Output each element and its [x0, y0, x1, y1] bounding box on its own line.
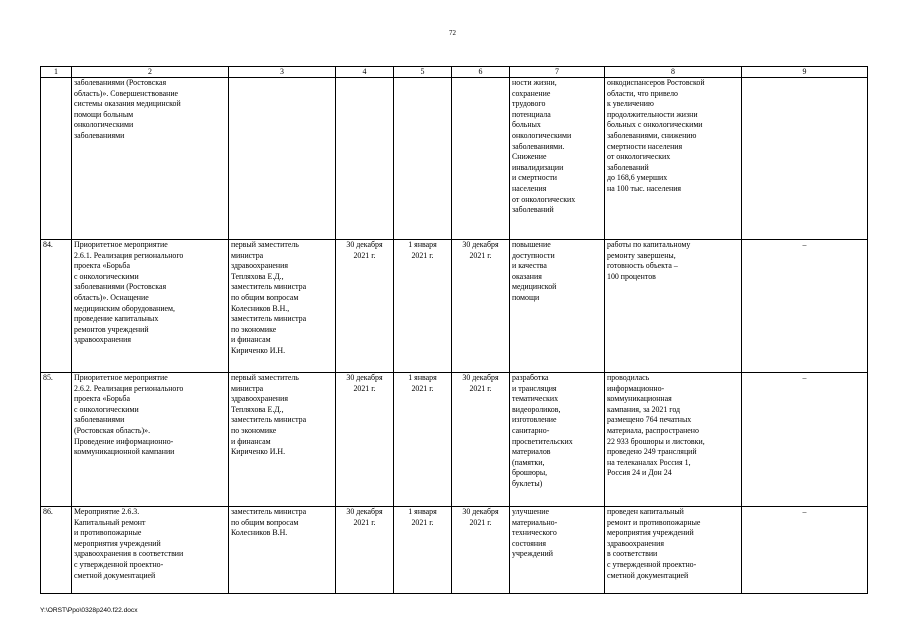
events-table: [40, 66, 868, 594]
row-outcome: работы по капитальному ремонту завершены, готовность объекта – 100 процентов: [605, 240, 742, 373]
table-row: [41, 78, 868, 240]
row-responsible: [229, 78, 336, 240]
col-num: 1: [41, 67, 72, 78]
row-start: 1 января 2021 г.: [394, 373, 452, 507]
col-note: 9: [742, 67, 868, 78]
row-outcome: онкодиспансеров Ростовской области, что привело к увеличению продолжительности жизни больных с онкологическими заболеваниями, снижению смертности населения от онкологических заболеваний до 168,6 умерших на 100 тыс. населения: [605, 78, 742, 240]
row-result: повышение доступности и качества оказания медицинской помощи: [510, 240, 605, 373]
column-number-row: [41, 67, 868, 78]
row-event: Мероприятие 2.6.3. Капитальный ремонт и противопожарные мероприятия учреждений здравоохранения в соответствии с утвержденной проектно- сметной документацией: [72, 507, 229, 594]
col-end: 6: [452, 67, 510, 78]
row-responsible: первый заместитель министра здравоохранения Тепляхова Е.Д., заместитель министра по экономике и финансам Кириченко И.Н.: [229, 373, 336, 507]
file-path-footer: Y:\ORST\Ppo\0328p240.f22.docx: [40, 607, 138, 614]
row-outcome: проводилась информационно- коммуникационная кампания, за 2021 год размещено 764 печатных материала, распространено 22 933 брошюры и листовки, проведено 249 трансляций на телеканалах Россия 1, Россия 24 и Дон 24: [605, 373, 742, 507]
row-start: [394, 78, 452, 240]
row-end: 30 декабря 2021 г.: [452, 373, 510, 507]
row-result: разработка и трансляция тематических видеороликов, изготовление санитарно- просветительских материалов (памятки, брошюры, буклеты): [510, 373, 605, 507]
row-end-plan: 30 декабря 2021 г.: [336, 373, 394, 507]
row-end: 30 декабря 2021 г.: [452, 507, 510, 594]
row-note: –: [742, 373, 868, 507]
row-end: 30 декабря 2021 г.: [452, 240, 510, 373]
row-event: Приоритетное мероприятие 2.6.1. Реализация регионального проекта «Борьба с онкологическими заболеваниями (Ростовская область)». Оснащение медицинским оборудованием, проведение капитальных ремонтов учреждений здравоохранения: [72, 240, 229, 373]
col-responsible: 3: [229, 67, 336, 78]
row-num: 84.: [41, 240, 72, 373]
table-row: [41, 240, 868, 373]
col-result: 7: [510, 67, 605, 78]
page-number: 72: [449, 29, 456, 37]
row-outcome: проведен капитальный ремонт и противопожарные мероприятия учреждений здравоохранения в соответствии с утвержденной проектно- сметной документацией: [605, 507, 742, 594]
row-end-plan: 30 декабря 2021 г.: [336, 507, 394, 594]
row-end-plan: [336, 78, 394, 240]
row-result: улучшение материально- технического состояния учреждений: [510, 507, 605, 594]
row-responsible: первый заместитель министра здравоохранения Тепляхова Е.Д., заместитель министра по общим вопросам Колесников В.Н., заместитель министра по экономике и финансам Кириченко И.Н.: [229, 240, 336, 373]
row-note: [742, 78, 868, 240]
row-start: 1 января 2021 г.: [394, 240, 452, 373]
row-start: 1 января 2021 г.: [394, 507, 452, 594]
row-responsible: заместитель министра по общим вопросам Колесников В.Н.: [229, 507, 336, 594]
row-end-plan: 30 декабря 2021 г.: [336, 240, 394, 373]
row-result: ности жизни, сохранение трудового потенциала больных онкологическими заболеваниями. Снижение инвалидизации и смертности населения от онкологических заболеваний: [510, 78, 605, 240]
row-note: –: [742, 240, 868, 373]
row-num: [41, 78, 72, 240]
row-num: 85.: [41, 373, 72, 507]
col-end-plan: 4: [336, 67, 394, 78]
row-num: 86.: [41, 507, 72, 594]
col-outcome: 8: [605, 67, 742, 78]
row-note: –: [742, 507, 868, 594]
row-event: Приоритетное мероприятие 2.6.2. Реализация регионального проекта «Борьба с онкологическими заболеваниями (Ростовская область)». Проведение информационно- коммуникационной кампании: [72, 373, 229, 507]
table-row: [41, 507, 868, 594]
col-event: 2: [72, 67, 229, 78]
table-row: [41, 373, 868, 507]
row-end: [452, 78, 510, 240]
row-event: заболеваниями (Ростовская область)». Совершенствование системы оказания медицинской помощи больным онкологическими заболеваниями: [72, 78, 229, 240]
col-start: 5: [394, 67, 452, 78]
